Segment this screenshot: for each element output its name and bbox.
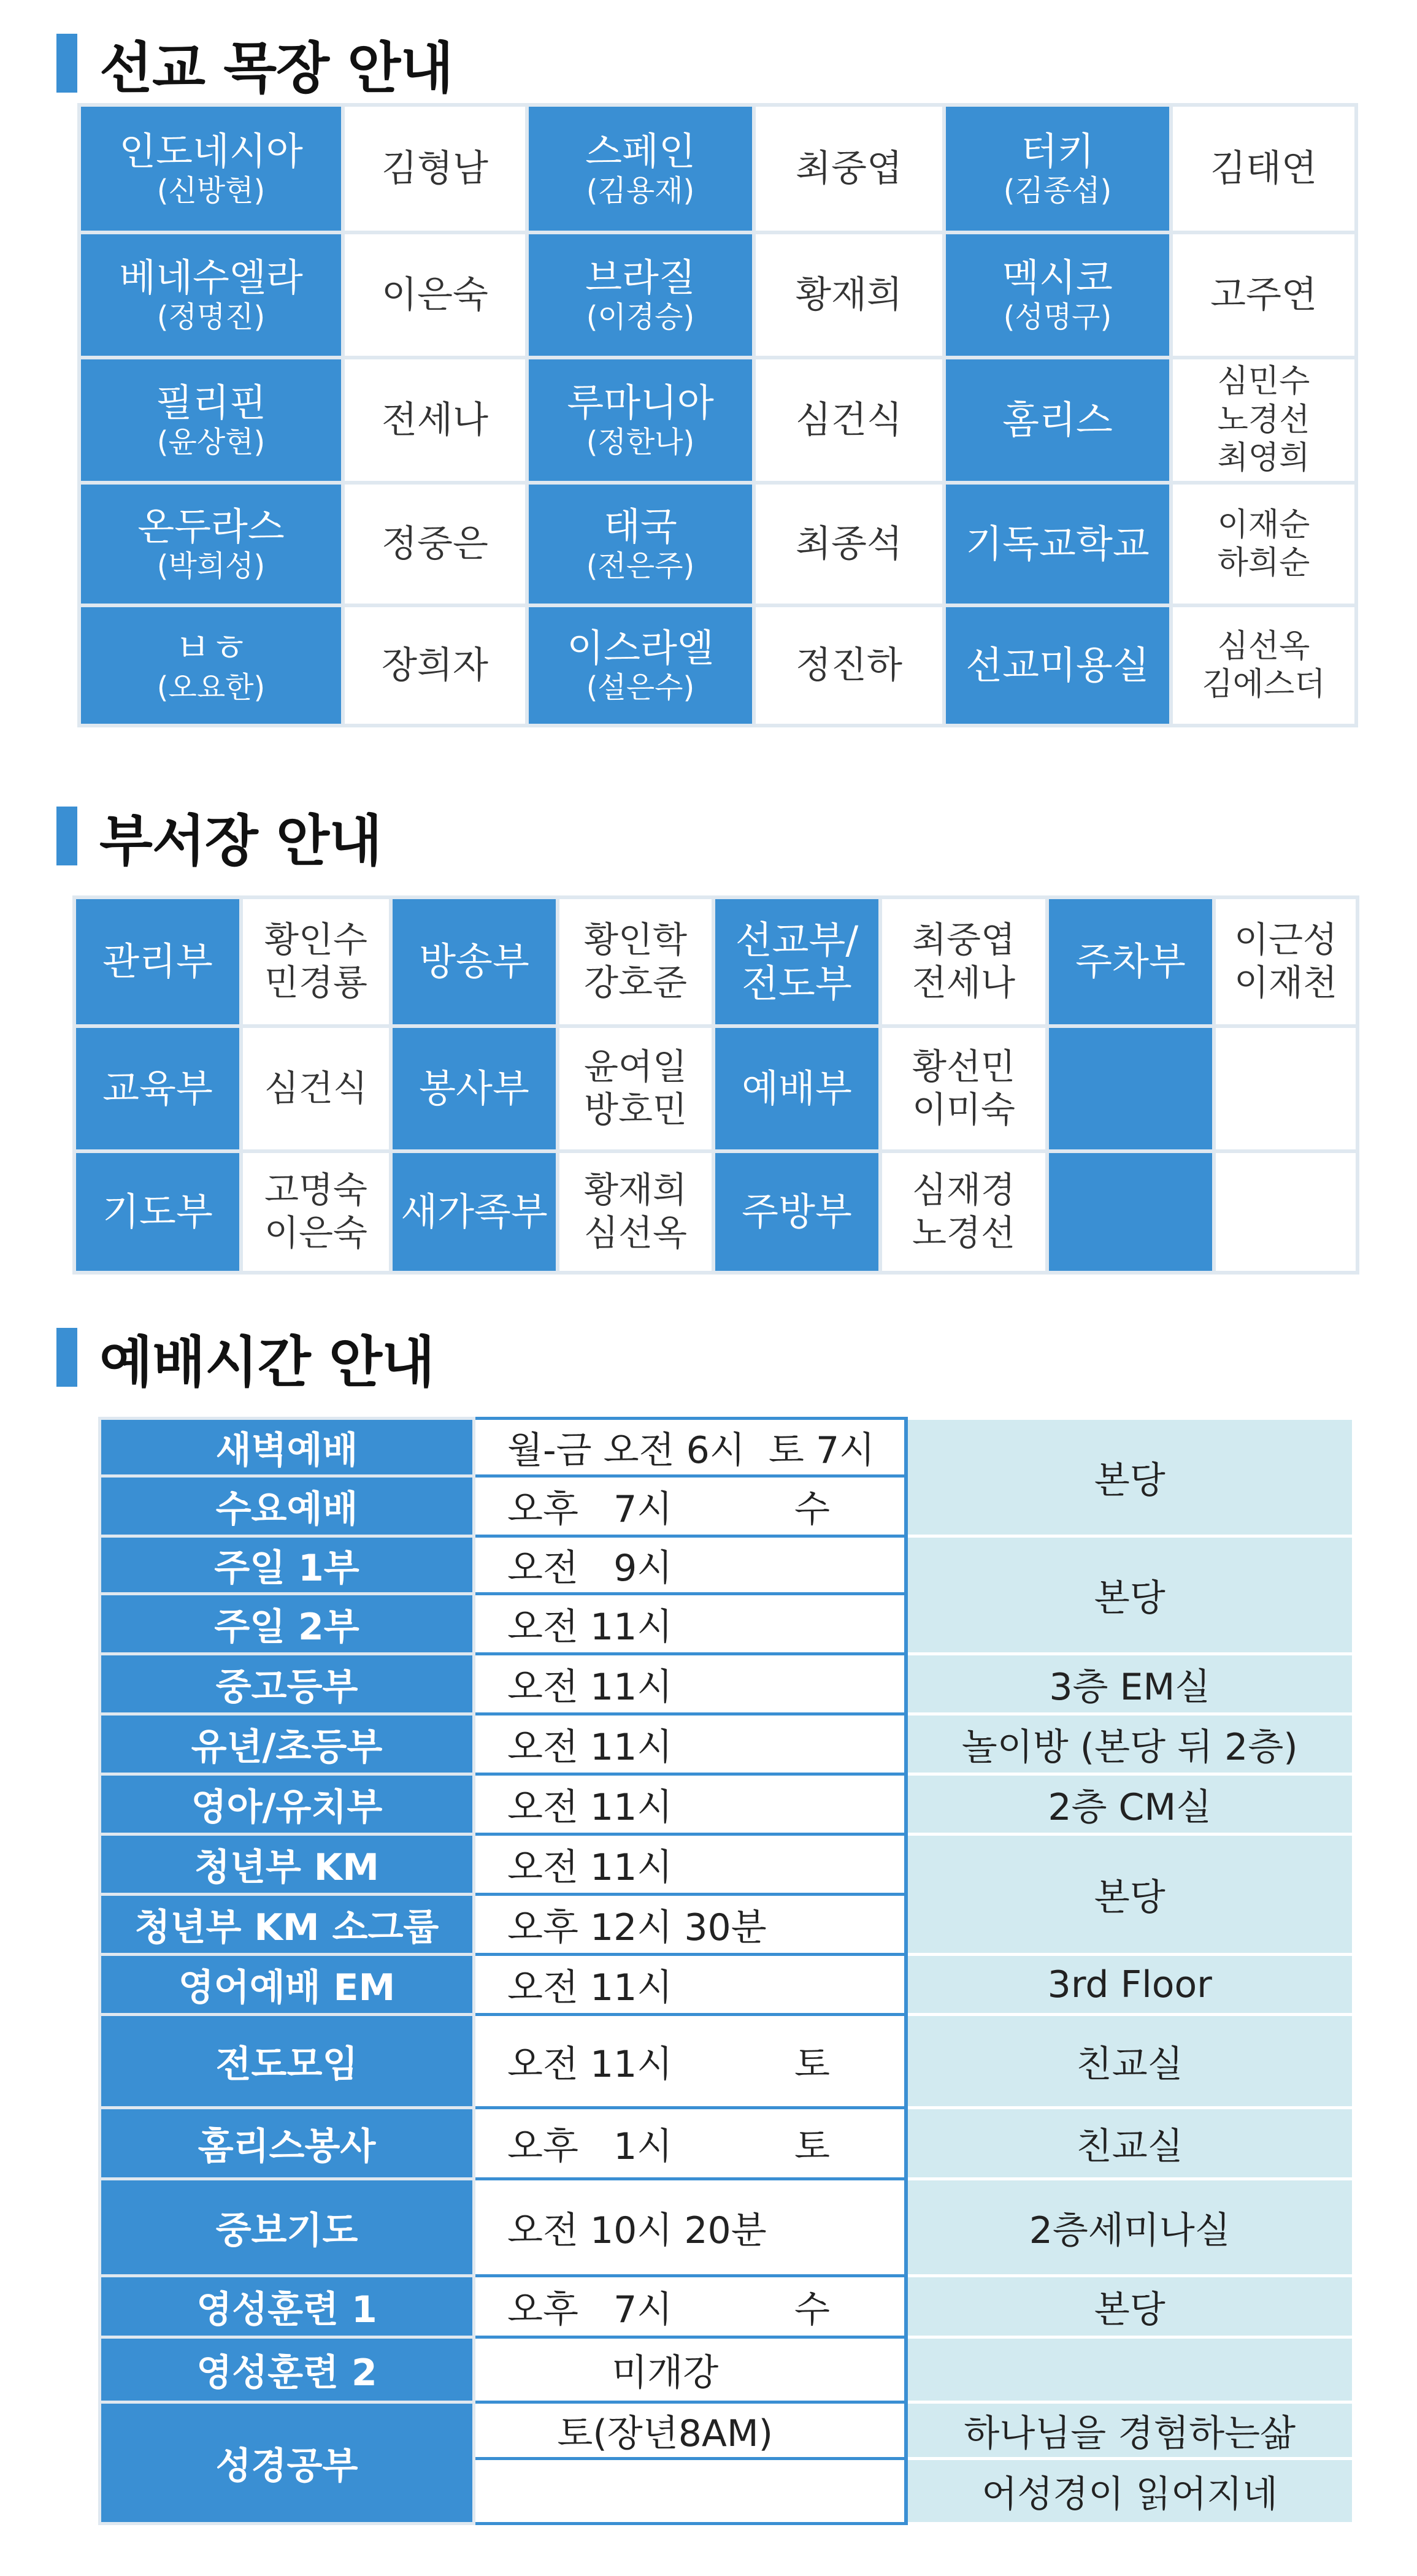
member-name: 최중엽: [796, 147, 902, 190]
mission-leader-name: (이경승): [586, 300, 695, 335]
member-name: 장희자: [382, 643, 488, 687]
service-time: 오전 11시: [507, 1785, 673, 1829]
service-time-cell: [474, 2108, 906, 2179]
mission-leader-name: (신방현): [156, 174, 266, 209]
mission-members-cell: [343, 105, 527, 232]
member-name: 노경선: [1217, 401, 1310, 439]
service-location-cell: 본당: [906, 1834, 1354, 1955]
service-name-cell: 영성훈련 1: [100, 2276, 474, 2337]
member-name: 김태연: [1210, 147, 1317, 190]
dept-heads-cell: [880, 1026, 1047, 1151]
service-day: 토: [794, 2042, 830, 2086]
service-time-cell: [474, 2179, 906, 2276]
mission-country-name: 선교미용실: [966, 643, 1150, 688]
schedule-row: [100, 1774, 1354, 1834]
title-accent-bar: [56, 1328, 77, 1387]
mission-country-cell: [944, 358, 1171, 483]
dept-heads-cell: [558, 1026, 713, 1151]
dept-heads-cell: [558, 897, 713, 1026]
service-name-cell: 유년/초등부: [100, 1714, 474, 1774]
service-time: 오전 11시: [507, 1605, 673, 1649]
dept-name: 주방부: [742, 1189, 852, 1235]
mission-country-cell: [527, 232, 754, 358]
dept-heads-cell: [1214, 897, 1357, 1026]
service-name-cell: 수요예배: [100, 1476, 474, 1536]
dept-name-cell: [1047, 897, 1214, 1026]
dept-name: 새가족부: [401, 1189, 548, 1235]
member-name: 정진하: [796, 643, 902, 687]
mission-members-cell: [754, 483, 944, 605]
mission-country-name: ㅂㅎ: [174, 625, 248, 670]
service-time: 오전 11시: [507, 1725, 673, 1769]
schedule-row: [100, 1536, 1354, 1594]
dept-head-name: 강호준: [583, 962, 688, 1003]
service-name-cell: 청년부 KM 소그룹: [100, 1895, 474, 1955]
member-name: 최영희: [1217, 440, 1310, 477]
service-location-cell: 친교실: [906, 2015, 1354, 2108]
worship-schedule-table: [98, 1417, 1355, 2525]
title-accent-bar: [56, 34, 77, 93]
schedule-row: [100, 1714, 1354, 1774]
mission-country-name: 터키: [1021, 128, 1094, 174]
service-time-cell: [474, 2402, 906, 2459]
dept-name-cell: [713, 897, 880, 1026]
member-name: 전세나: [382, 398, 488, 442]
dept-name: 전도부: [742, 961, 852, 1006]
dept-name-cell: [1047, 1026, 1214, 1151]
dept-name-cell: [74, 1026, 241, 1151]
missions-title-text: 선교 목장 안내: [99, 36, 453, 101]
service-location-cell: 본당: [906, 2276, 1354, 2337]
mission-members-cell: [343, 605, 527, 726]
mission-leader-name: (김용재): [586, 174, 695, 209]
mission-leader-name: (설은수): [586, 670, 695, 705]
schedule-row: [100, 2108, 1354, 2179]
mission-country-name: 이스라엘: [567, 625, 714, 670]
service-location-cell: 3층 EM실: [906, 1654, 1354, 1714]
dept-head-name: 황재희: [583, 1169, 688, 1211]
member-name: 김에스더: [1202, 666, 1326, 703]
dept-heads-cell: [880, 897, 1047, 1026]
dept-head-name: 심건식: [264, 1067, 368, 1110]
service-location-cell: 친교실: [906, 2108, 1354, 2179]
schedule-row: [100, 1834, 1354, 1895]
mission-leader-name: (성명구): [1003, 300, 1112, 335]
dept-heads-cell: [880, 1151, 1047, 1273]
service-location-cell: 하나님을 경험하는삶: [906, 2402, 1354, 2459]
mission-country-cell: [79, 358, 343, 483]
mission-row: [79, 483, 1356, 605]
service-name-cell: 새벽예배: [100, 1419, 474, 1476]
member-name: 고주연: [1210, 273, 1317, 316]
service-name-cell: 홈리스봉사: [100, 2108, 474, 2179]
service-location-cell: 2층 CM실: [906, 1774, 1354, 1834]
mission-country-name: 온두라스: [137, 504, 285, 549]
dept-head-name: 심재경: [912, 1169, 1016, 1211]
dept-head-name: 이재천: [1234, 962, 1338, 1003]
member-name: 정중은: [382, 522, 488, 565]
member-name: 심민수: [1217, 363, 1310, 401]
dept-head-name: 이은숙: [264, 1212, 368, 1254]
service-time: 오전 11시: [507, 2042, 673, 2086]
dept-name-cell: [391, 1026, 558, 1151]
schedule-row: [100, 2276, 1354, 2337]
service-time-cell: [474, 1714, 906, 1774]
service-time: 미개강: [612, 2351, 719, 2394]
dept-name-cell: [391, 1151, 558, 1273]
dept-name: 기도부: [102, 1189, 213, 1235]
dept-head-name: 황선민: [912, 1046, 1016, 1088]
service-time: 오후 7시: [507, 1487, 673, 1531]
service-location-cell: 어성경이 읽어지네: [906, 2459, 1354, 2524]
member-name: 황재희: [796, 273, 902, 316]
service-time: 오후 12시 30분: [507, 1906, 767, 1949]
mission-leader-name: (전은주): [586, 549, 695, 584]
dept-heads-cell: [241, 1026, 391, 1151]
mission-members-cell: [1171, 105, 1356, 232]
dept-head-name: 전세나: [912, 962, 1016, 1003]
mission-members-cell: [754, 358, 944, 483]
dept-head-name: 최중엽: [912, 919, 1016, 961]
dept-name: 선교부/: [735, 917, 859, 962]
dept-heads-cell: [241, 897, 391, 1026]
dept-head-name: 심선옥: [583, 1212, 688, 1254]
dept-row: [74, 1151, 1357, 1273]
service-time-cell: [474, 1419, 906, 1476]
title-accent-bar: [56, 807, 77, 865]
dept-heads-cell: [1214, 1026, 1357, 1151]
dept-head-name: 방호민: [583, 1089, 688, 1130]
mission-members-cell: [1171, 605, 1356, 726]
mission-country-cell: [79, 483, 343, 605]
dept-name-cell: [1047, 1151, 1214, 1273]
service-name-cell: 주일 1부: [100, 1536, 474, 1594]
mission-country-cell: [944, 605, 1171, 726]
member-name: 최종석: [796, 522, 902, 565]
mission-row: [79, 605, 1356, 726]
schedule-row: [100, 1955, 1354, 2015]
service-name-cell: 주일 2부: [100, 1594, 474, 1654]
schedule-row: [100, 1419, 1354, 1476]
mission-leader-name: (오요한): [156, 670, 266, 705]
service-name-cell: 영성훈련 2: [100, 2337, 474, 2402]
service-time: 오전 11시: [507, 1665, 673, 1709]
dept-name-cell: [74, 897, 241, 1026]
mission-country-cell: [527, 605, 754, 726]
missions-table: [77, 103, 1358, 727]
mission-leader-name: (정명진): [156, 300, 266, 335]
mission-members-cell: [1171, 483, 1356, 605]
mission-members-cell: [343, 483, 527, 605]
mission-members-cell: [754, 105, 944, 232]
dept-name: 방송부: [419, 939, 529, 984]
member-name: 심건식: [796, 398, 902, 442]
mission-country-name: 스페인: [585, 128, 696, 174]
mission-country-name: 베네수엘라: [119, 255, 303, 300]
service-time: 오전 9시: [507, 1546, 673, 1590]
service-time: 오전 11시: [507, 1846, 673, 1889]
member-name: 이은숙: [382, 273, 488, 316]
dept-name: 교육부: [102, 1066, 213, 1111]
service-time-cell: [474, 2276, 906, 2337]
mission-country-cell: [944, 105, 1171, 232]
worship-title-text: 예배시간 안내: [99, 1330, 434, 1395]
dept-name: 예배부: [742, 1066, 852, 1111]
service-name-cell: 청년부 KM: [100, 1834, 474, 1895]
service-name-cell: 성경공부: [100, 2402, 474, 2524]
service-time-cell: [474, 1594, 906, 1654]
mission-country-cell: [527, 483, 754, 605]
dept-row: [74, 1026, 1357, 1151]
dept-name: 주차부: [1075, 939, 1186, 984]
dept-name-cell: [391, 897, 558, 1026]
dept-heads-cell: [1214, 1151, 1357, 1273]
service-time: 오후 7시: [507, 2288, 673, 2331]
service-time-cell: [474, 1654, 906, 1714]
service-time-cell: [474, 1955, 906, 2015]
schedule-row: [100, 2337, 1354, 2402]
service-time-cell: [474, 1476, 906, 1536]
mission-country-cell: [79, 105, 343, 232]
service-location-cell: 놀이방 (본당 뒤 2층): [906, 1714, 1354, 1774]
member-name: 김형남: [382, 147, 488, 190]
service-time: 오전 11시: [507, 1966, 673, 2009]
schedule-row: [100, 1654, 1354, 1714]
dept-row: [74, 897, 1357, 1026]
dept-name: 관리부: [102, 939, 213, 984]
service-time-cell: [474, 2015, 906, 2108]
mission-country-name: 태국: [604, 504, 677, 549]
departments-table: [72, 895, 1359, 1275]
mission-members-cell: [754, 232, 944, 358]
schedule-row: [100, 2015, 1354, 2108]
mission-country-name: 필리핀: [156, 380, 266, 425]
service-day: 수: [794, 2288, 830, 2331]
service-day: 토: [794, 2125, 830, 2168]
mission-leader-name: (정한나): [586, 425, 695, 460]
mission-country-cell: [527, 105, 754, 232]
service-name-cell: 영어예배 EM: [100, 1955, 474, 2015]
mission-row: [79, 105, 1356, 232]
service-name-cell: 영아/유치부: [100, 1774, 474, 1834]
schedule-row: [100, 2402, 1354, 2459]
dept-name-cell: [713, 1151, 880, 1273]
member-name: 이재순: [1217, 506, 1310, 543]
dept-head-name: 고명숙: [264, 1169, 368, 1211]
dept-name: 봉사부: [419, 1066, 529, 1111]
dept-head-name: 노경선: [912, 1212, 1016, 1254]
service-name-cell: 중고등부: [100, 1654, 474, 1714]
dept-head-name: 윤여일: [583, 1046, 688, 1088]
member-name: 심선옥: [1217, 627, 1310, 665]
mission-members-cell: [343, 358, 527, 483]
mission-row: [79, 232, 1356, 358]
service-time-cell: [474, 1834, 906, 1895]
service-location-cell: [906, 2337, 1354, 2402]
mission-country-cell: [944, 232, 1171, 358]
service-time: 월-금 오전 6시 토 7시: [507, 1428, 875, 1472]
dept-head-name: 이미숙: [912, 1089, 1016, 1130]
mission-country-cell: [944, 483, 1171, 605]
service-day: 수: [794, 1487, 830, 1531]
service-time-cell: [474, 1536, 906, 1594]
dept-head-name: 이근성: [1234, 919, 1338, 961]
mission-leader-name: (박희성): [156, 549, 266, 584]
dept-heads-cell: [241, 1151, 391, 1273]
service-time-cell: [474, 1895, 906, 1955]
service-location-cell: 3rd Floor: [906, 1955, 1354, 2015]
service-location-cell: 본당: [906, 1536, 1354, 1654]
mission-country-name: 브라질: [585, 255, 696, 300]
dept-heads-cell: [558, 1151, 713, 1273]
mission-country-cell: [79, 232, 343, 358]
mission-country-name: 홈리스: [1002, 397, 1113, 443]
dept-head-name: 황인수: [264, 919, 368, 961]
mission-country-name: 기독교학교: [966, 521, 1150, 567]
schedule-row: [100, 2179, 1354, 2276]
dept-name-cell: [713, 1026, 880, 1151]
service-name-cell: 중보기도: [100, 2179, 474, 2276]
mission-leader-name: (김종섭): [1003, 174, 1112, 209]
mission-country-cell: [527, 358, 754, 483]
service-time: 오후 1시: [507, 2125, 673, 2168]
mission-members-cell: [754, 605, 944, 726]
dept-section-title: [56, 796, 382, 876]
mission-country-cell: [79, 605, 343, 726]
service-time-cell: [474, 1774, 906, 1834]
mission-country-name: 루마니아: [567, 380, 714, 425]
service-time-cell: [474, 2459, 906, 2524]
mission-members-cell: [343, 232, 527, 358]
mission-country-name: 인도네시아: [119, 128, 303, 174]
service-location-cell: 2층세미나실: [906, 2179, 1354, 2276]
service-time-cell: [474, 2337, 906, 2402]
member-name: 하희순: [1217, 545, 1310, 581]
dept-head-name: 민경룡: [264, 962, 368, 1003]
mission-members-cell: [1171, 232, 1356, 358]
dept-head-name: 황인학: [583, 919, 688, 961]
mission-row: [79, 358, 1356, 483]
service-location-cell: 본당: [906, 1419, 1354, 1536]
service-time: 토(장년8AM): [557, 2412, 774, 2455]
mission-country-name: 멕시코: [1002, 255, 1113, 300]
mission-leader-name: (윤상현): [156, 425, 266, 460]
mission-members-cell: [1171, 358, 1356, 483]
dept-title-text: 부서장 안내: [99, 809, 382, 873]
service-name-cell: 전도모임: [100, 2015, 474, 2108]
missions-section-title: [56, 23, 453, 103]
service-time: 오전 10시 20분: [507, 2209, 767, 2252]
worship-section-title: [56, 1317, 434, 1397]
dept-name-cell: [74, 1151, 241, 1273]
